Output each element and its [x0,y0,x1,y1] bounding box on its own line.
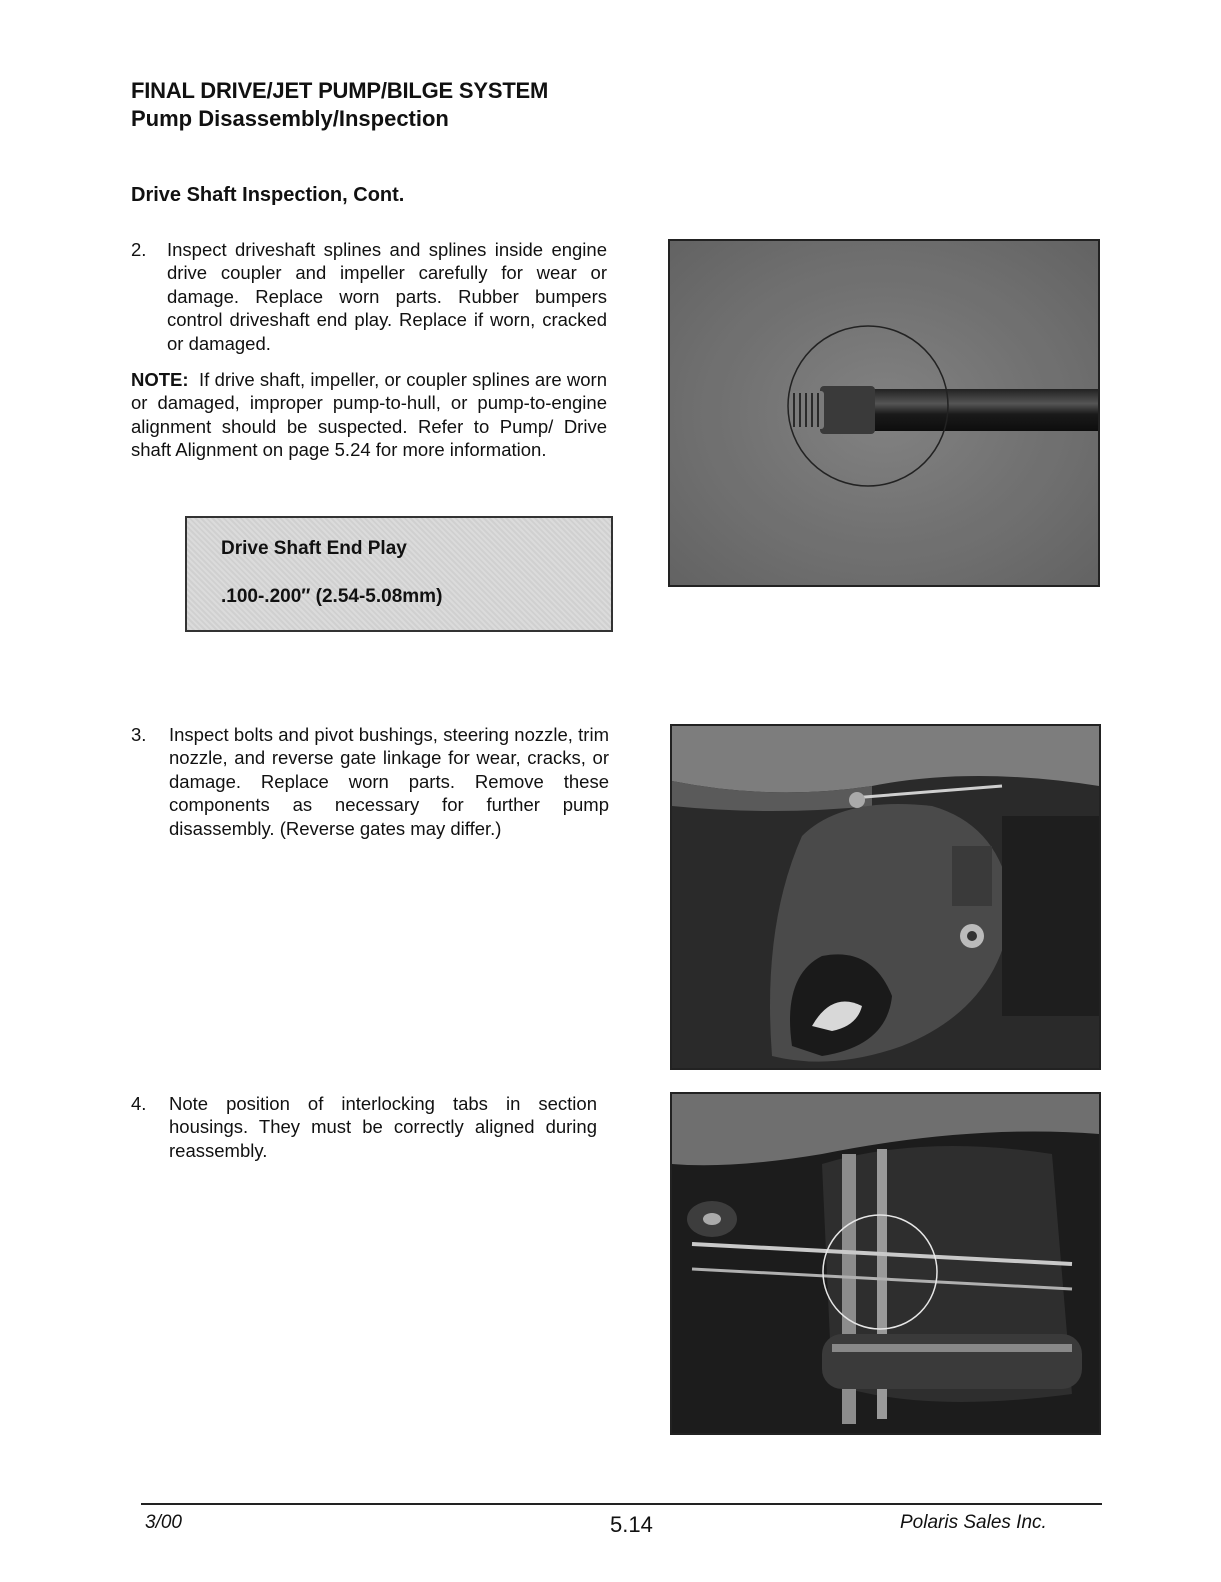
page-subtitle: Pump Disassembly/Inspection [131,106,449,131]
step-item [131,1092,597,1172]
step-text: Inspect driveshaft splines and splines inside engine drive coupler and impeller carefully for wear or damage. Replace worn parts. Rubber bumpers control driveshaft end play. Replace if worn, cracked or damaged. [167,239,607,354]
step-item [131,723,609,843]
chapter-title: FINAL DRIVE/JET PUMP/BILGE SYSTEM [131,78,549,103]
spec-box [185,516,613,632]
note-label: NOTE: [131,369,189,390]
spec-title: Drive Shaft End Play [221,538,407,559]
pump-housing-photo [670,1092,1101,1435]
spec-value: .100-.200″ (2.54-5.08mm) [221,586,443,607]
section-heading: Drive Shaft Inspection, Cont. [131,184,405,206]
driveshaft-photo [668,239,1100,587]
footer-company: Polaris Sales Inc. [900,1512,1047,1533]
nozzle-linkage-photo [670,724,1101,1070]
note-paragraph [131,368,607,462]
footer-rule [141,1503,1102,1505]
step-text: Note position of interlocking tabs in section housings. They must be correctly aligned during reassembly. [169,1093,597,1161]
step-number: 3. [131,724,147,745]
page-number: 5.14 [610,1512,653,1537]
footer-date: 3/00 [145,1512,182,1533]
step-number: 2. [131,239,147,260]
step-item [131,238,607,358]
step-number: 4. [131,1093,147,1114]
step-text: Inspect bolts and pivot bushings, steering nozzle, trim nozzle, and reverse gate linkage for wear, cracks, or damage. Replace worn parts. Remove these components as necessary for further pump disassembly. (Reverse gates may differ.) [169,724,609,839]
note-text: If drive shaft, impeller, or coupler splines are worn or damaged, improper pump-to-hull, or pump-to-engine alignment should be suspected. Refer to Pump/ Drive shaft Alignment on page 5.24 for more information. [131,369,608,461]
